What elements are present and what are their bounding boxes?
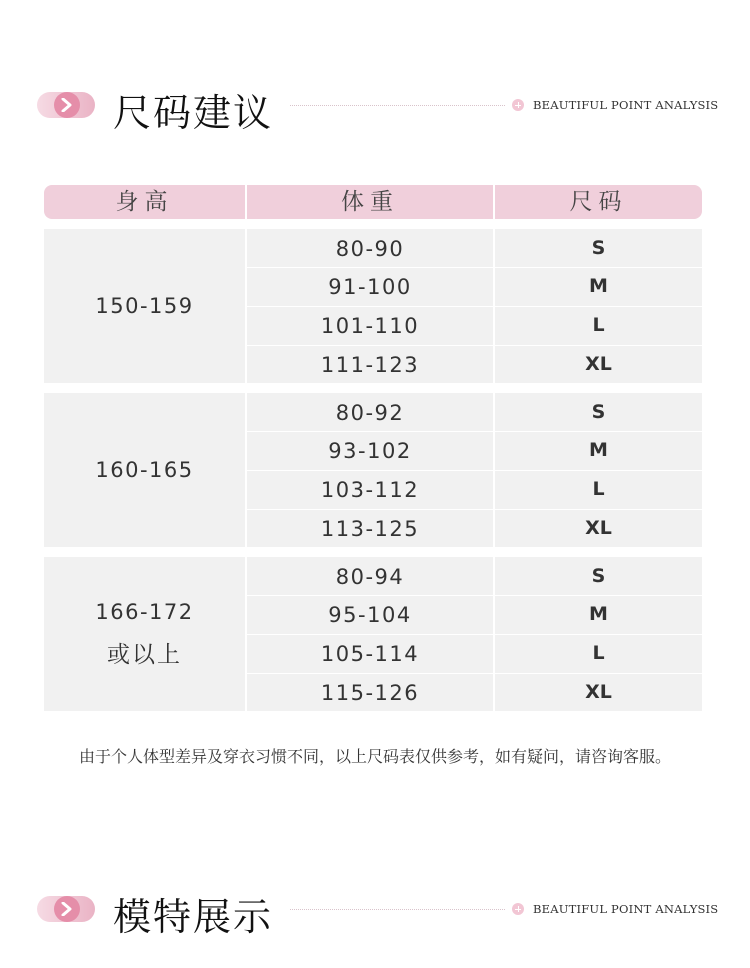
weight-cell: 80-90 — [335, 237, 405, 261]
weight-cell: 80-92 — [335, 401, 405, 425]
section-header-size-advice — [0, 76, 750, 136]
size-cell: L — [592, 314, 605, 336]
header-weight: 体重 — [341, 189, 399, 215]
weight-cell: 113-125 — [320, 517, 420, 541]
weight-cell: 105-114 — [320, 642, 420, 666]
section-header-model-display — [0, 880, 750, 940]
header-height: 身高 — [115, 189, 174, 215]
height-range: 160-165 — [95, 458, 194, 482]
height-cell — [44, 229, 245, 383]
plus-circle-icon — [512, 99, 524, 111]
dotted-divider — [290, 105, 505, 106]
chevron-right-icon — [54, 896, 80, 922]
section-title: 模特展示 — [113, 895, 274, 939]
size-cell: L — [592, 478, 605, 500]
section-subtitle-english: BEAUTIFUL POINT ANALYSIS — [533, 902, 719, 916]
header-size: 尺码 — [569, 189, 628, 215]
height-cell — [44, 393, 245, 547]
size-cell: XL — [585, 517, 612, 539]
plus-circle-icon — [512, 903, 524, 915]
weight-cell: 111-123 — [320, 353, 420, 377]
chevron-right-icon — [54, 92, 80, 118]
weight-cell: 93-102 — [328, 439, 412, 463]
size-table-header — [44, 185, 702, 219]
height-range: 166-172 — [95, 599, 194, 624]
weight-cell: 101-110 — [320, 314, 420, 338]
size-cell: M — [589, 275, 608, 297]
height-cell — [44, 557, 245, 711]
size-group — [44, 557, 702, 711]
dotted-divider — [290, 909, 505, 910]
size-disclaimer-note: 由于个人体型差异及穿衣习惯不同，以上尺码表仅供参考，如有疑问，请咨询客服。 — [78, 747, 671, 766]
height-range-extra: 或以上 — [107, 641, 182, 668]
size-cell: L — [592, 642, 605, 664]
size-cell: S — [591, 401, 606, 423]
weight-cell: 91-100 — [328, 275, 412, 299]
size-cell: M — [589, 439, 608, 461]
size-cell: XL — [585, 353, 612, 375]
size-cell: XL — [585, 681, 612, 703]
weight-cell: 115-126 — [320, 681, 420, 705]
weight-cell: 103-112 — [320, 478, 420, 502]
size-cell: S — [591, 237, 606, 259]
height-range: 150-159 — [95, 294, 194, 318]
weight-cell: 95-104 — [328, 603, 412, 627]
size-group — [44, 229, 702, 383]
section-title: 尺码建议 — [113, 91, 274, 135]
section-subtitle-english: BEAUTIFUL POINT ANALYSIS — [533, 98, 719, 112]
size-cell: S — [591, 565, 606, 587]
size-group — [44, 393, 702, 547]
weight-cell: 80-94 — [335, 565, 405, 589]
size-cell: M — [589, 603, 608, 625]
